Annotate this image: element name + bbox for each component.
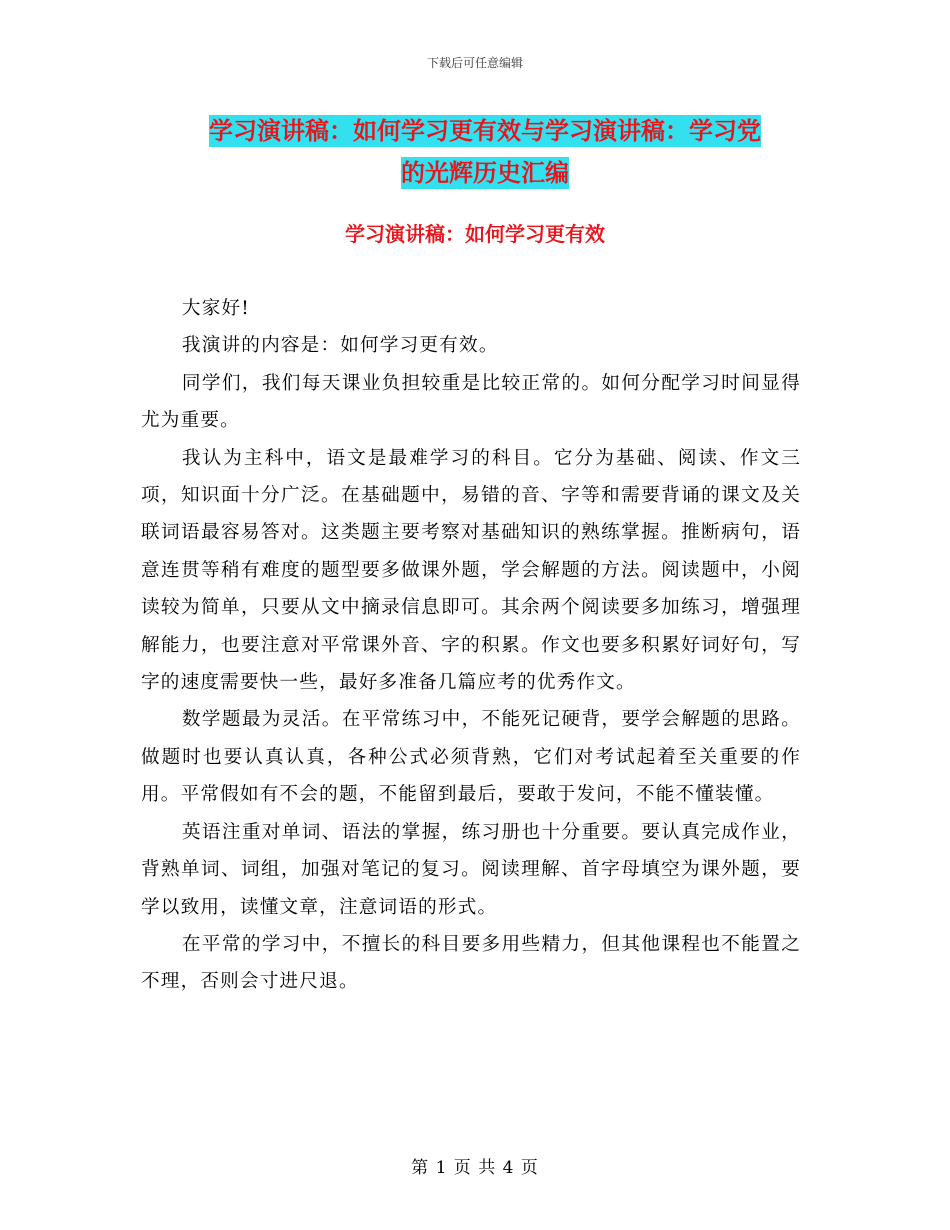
paragraph: 数学题最为灵活。在平常练习中，不能死记硬背，要学会解题的思路。做题时也要认真认真，各种公式必须背熟，它们对考试起着至关重要的作用。平常假如有不会的题，不能留到最后，要敢于发问，不能不懂装懂。 (141, 709, 801, 806)
paragraph: 大家好! (181, 298, 250, 319)
paragraph: 我演讲的内容是：如何学习更有效。 (181, 335, 499, 357)
document-title-line-1: 学习演讲稿：如何学习更有效与学习演讲稿：学习党 (209, 117, 761, 145)
page-header-note: 下载后可任意编辑 (426, 56, 523, 70)
paragraph: 英语注重对单词、语法的掌握，练习册也十分重要。要认真完成作业，背熟单词、词组，加强对笔记的复习。阅读理解、首字母填空为课外题，要学以致用，读懂文章，注意词语的形式。 (141, 821, 801, 918)
paragraph: 我认为主科中，语文是最难学习的科目。它分为基础、阅读、作文三项，知识面十分广泛。在基础题中，易错的音、字等和需要背诵的课文及关联词语最容易答对。这类题主要考察对基础知识的熟练掌握。推断病句，语意连贯等稍有难度的题型要多做课外题，学会解题的方法。阅读题中，小阅读较为简单，只要从文中摘录信息即可。其余两个阅读要多加练习，增强理解能力，也要注意对平常课外音、字的积累。作文也要多积累好词好句，写字的速度需要快一些，最好多准备几篇应考的优秀作文。 (141, 447, 801, 694)
document-title-line-2: 的光辉历史汇编 (401, 159, 569, 187)
paragraph: 同学们，我们每天课业负担较重是比较正常的。如何分配学习时间显得尤为重要。 (141, 372, 801, 432)
paragraph: 在平常的学习中，不擅长的科目要多用些精力，但其他课程也不能置之不理，否则会寸进尺退。 (141, 933, 801, 993)
document-title (140, 110, 830, 194)
document-body (141, 290, 801, 1001)
page-number: 第 1 页 共 4 页 (411, 1158, 539, 1178)
section-title: 学习演讲稿：如何学习更有效 (345, 222, 605, 246)
